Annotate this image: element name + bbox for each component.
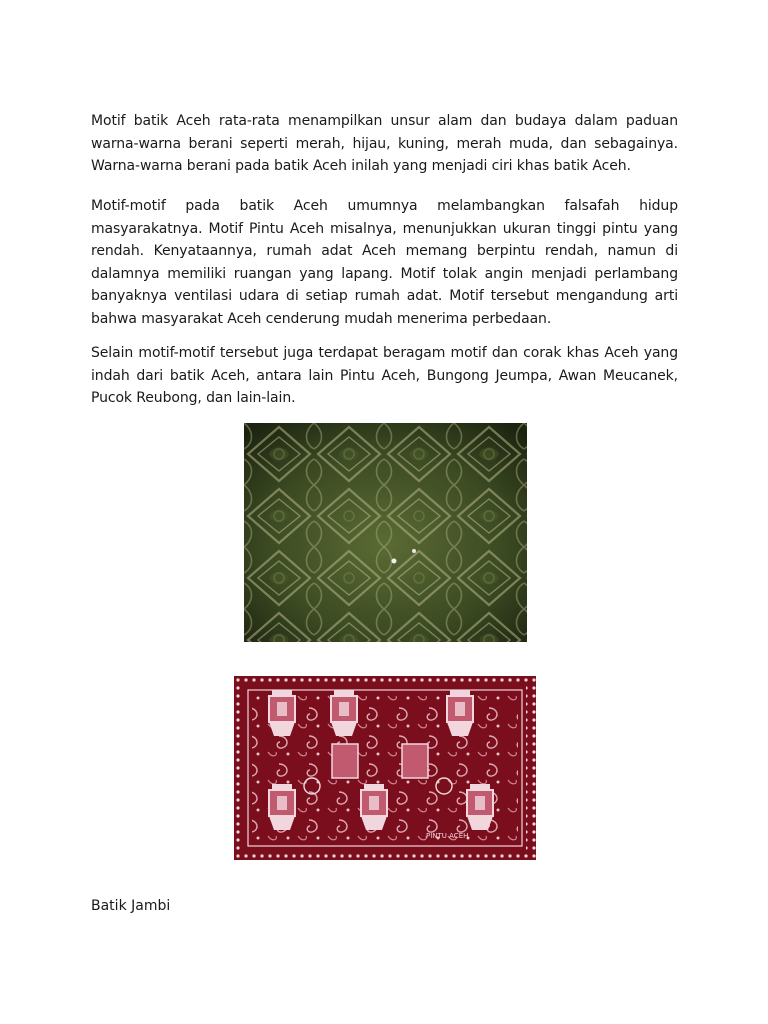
batik-label: PINTU ACEH xyxy=(426,832,469,840)
red-batik-photo xyxy=(234,676,536,860)
green-batik-pattern xyxy=(244,423,527,642)
paragraph-aceh-philosophy: Motif-motif pada batik Aceh umumnya melambangkan falsafah hidup masyarakatnya. Motif Pintu Aceh misalnya, menunjukkan ukuran tinggi pintu yang rendah. Kenyataannya, rumah adat Aceh memang berpintu rendah, namun di dalamnya memiliki ruangan yang lapang. Motif tolak angin menjadi perlambang banyaknya ventilasi udara di setiap rumah adat. Motif tersebut mengandung arti bahwa masyarakat Aceh cenderung mudah menerima perbedaan. xyxy=(91,198,678,327)
red-batik-pattern xyxy=(234,676,536,860)
paragraph-aceh-motifs: Selain motif-motif tersebut juga terdapat beragam motif dan corak khas Aceh yang indah dari batik Aceh, antara lain Pintu Aceh, Bungong Jeumpa, Awan Meucanek, Pucok Reubong, dan lain-lain. xyxy=(91,345,678,406)
paragraph-aceh-colors: Motif batik Aceh rata-rata menampilkan unsur alam dan budaya dalam paduan warna-warna berani seperti merah, hijau, kuning, merah muda, dan sebagainya. Warna-warna berani pada batik Aceh inilah yang menjadi ciri khas batik Aceh. xyxy=(91,113,678,174)
caption-batik-jambi: Batik Jambi xyxy=(91,898,171,914)
green-batik-photo xyxy=(244,423,527,642)
